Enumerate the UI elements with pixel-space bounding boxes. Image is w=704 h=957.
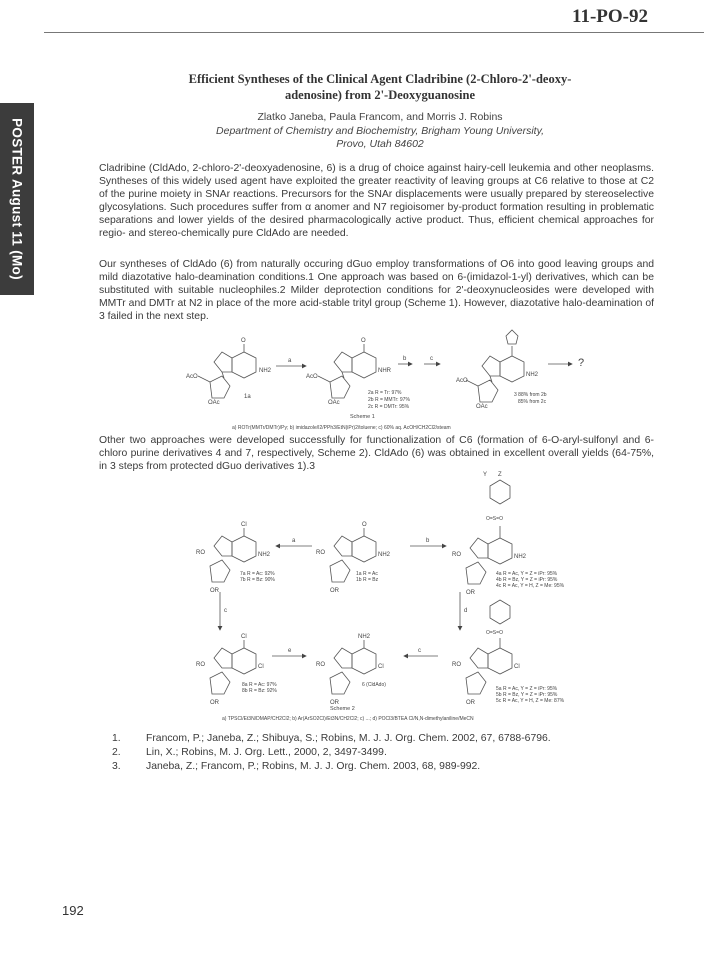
s2-ro-5: RO [452, 662, 461, 668]
scheme2-compound-4 [466, 480, 512, 584]
scheme1-unknown: ? [578, 357, 585, 369]
reference-text: Lin, X.; Robins, M. J. Org. Lett., 2000, 2, 3497-3499. [146, 747, 387, 758]
s2-yield-7b: 7b R = Bz: 90% [240, 577, 275, 583]
scheme1-yield-2b: 2b R = MMTr: 97% [368, 397, 410, 403]
s2-yield-4b: 4b R = Bz, Y = Z = iPr: 95% [496, 577, 558, 583]
s2-ro-6: RO [316, 662, 325, 668]
title-line-1: Efficient Syntheses of the Clinical Agent Cladribine (2-Chloro-2'-deoxy- [188, 72, 572, 86]
reference-number: 1. [112, 733, 121, 744]
reference-text: Janeba, Z.; Francom, P.; Robins, M. J. J. Org. Chem. 2003, 68, 989-992. [146, 761, 481, 772]
authors: Zlatko Janeba, Paula Francom, and Morris J. Robins [257, 111, 503, 123]
s2-or-4: OR [466, 590, 475, 596]
s2-so2-5: O=S=O [486, 630, 503, 636]
scheme1-yield-2a: 2a R = Tr: 97% [368, 390, 402, 396]
s2-cl-8b: Cl [258, 664, 264, 670]
title-line-2: adenosine) from 2'-Deoxyguanosine [284, 88, 476, 102]
s2-or-6: OR [330, 700, 339, 706]
s2-z-4: Z [498, 472, 502, 478]
reference-number: 2. [112, 747, 121, 758]
s2-arrow-e-label: e [288, 648, 292, 654]
paragraph-intro: Cladribine (CldAdo, 2-chloro-2'-deoxyadenosine, 6) is a drug of choice against hairy-cell leukemia and other neoplasms. Syntheses of this widely used agent have exploited the greater reactivity of leaving groups at C6 relative to those at C2 of the purine moiety in SNAr reactions. Precursors for the SNAr displacements were usually prepared by stereoselective glycosylations. Such procedures suffer from α anomer and N7 regioisomer by-product formation resulting in problematic separations and lower yields of the desired pharmacologically active product. Thus, efficient chemical approaches for regio- and stereo-chemically pure CldAdo are needed. [99, 163, 654, 239]
scheme1-nh2-1: NH2 [259, 368, 272, 374]
scheme1-oac-3: OAc [476, 404, 488, 410]
s2-or-1: OR [330, 588, 339, 594]
scheme-2 [210, 480, 512, 694]
s2-arrow-b-label: b [426, 538, 430, 544]
scheme1-aco-2: AcO [306, 374, 318, 380]
s2-o-1: O [362, 522, 367, 528]
reference-text: Francom, P.; Janeba, Z.; Shibuya, S.; Robins, M. J. J. Org. Chem. 2002, 67, 6788-6796. [146, 733, 551, 744]
s2-cl-5: Cl [514, 664, 520, 670]
scheme1-o-1: O [241, 338, 246, 344]
s2-cmpd-6: 6 (CldAdo) [362, 682, 386, 688]
s2-ro-8: RO [196, 662, 205, 668]
scheme1-footnote: a) ROTr(MMTr/DMTr)/Py; b) imidazole/I2/PPh3/EtN(iPr)2/toluene; c) 60% aq. AcOH/CH2Cl2/steam [232, 425, 451, 431]
scheme2-compound-5 [466, 600, 512, 694]
scheme1-yield-3a: 3 88% from 2b [514, 392, 547, 398]
s2-cl-6: Cl [378, 664, 384, 670]
s2-or-8: OR [210, 700, 219, 706]
scheme1-aco-1: AcO [186, 374, 198, 380]
s2-cmpd-1a: 1a R = Ac [356, 571, 378, 577]
s2-ro-1: RO [316, 550, 325, 556]
s2-or-5: OR [466, 700, 475, 706]
scheme1-arrow-a-label: a [288, 358, 292, 364]
affiliation-line-2: Provo, Utah 84602 [336, 138, 424, 150]
scheme1-aco-3: AcO [456, 378, 468, 384]
s2-yield-5c: 5c R = Ac, Y = H, Z = Me: 87% [496, 698, 565, 704]
s2-yield-4a: 4a R = Ac, Y = Z = iPr: 95% [496, 571, 558, 577]
paragraph-results: Other two approaches were developed successfully for functionalization of C6 (formation of 6-O-aryl-sulfonyl and 6-chloro purine derivatives 4 and 7, respectively, Scheme 2). CldAdo (6) was obtained in excellent overall yields (64-75%, in 3 steps from protected dGuo derivatives 1).3 [99, 435, 654, 472]
scheme2-footnote: a) TPSCl/Et3N/DMAP/CH2Cl2; b) Ar(ArSO2Cl)/Et3N/CH2Cl2; c) ...; d) POCl3/BTEA Cl/N,N-dimethylaniline/MeCN [222, 716, 474, 722]
scheme1-yield-2c: 2c R = DMTr: 95% [368, 404, 410, 410]
s2-nh2-6: NH2 [358, 634, 371, 640]
s2-nh2-7: NH2 [258, 552, 271, 558]
s2-arrow-c-label: c [224, 608, 227, 614]
paragraph-approach: Our syntheses of CldAdo (6) from naturally occuring dGuo employ transformations of O6 into good leaving groups and mild diazotative halo-deamination conditions.1 One approach was based on 6-(imidazol-1-yl) derivatives, which can be substituted with suitable nucleophiles.2 Milder deprotection conditions for 2'-deoxynucleosides were developed with MMTr and DMTr at N2 in place of the more acid-stable trityl group (Scheme 1). However, diazotative halo-deamination of 3 failed in the next step. [99, 259, 654, 322]
s2-yield-5b: 5b R = Bz, Y = Z = iPr: 95% [496, 692, 558, 698]
s2-arrow-f-label: c [418, 648, 421, 654]
s2-arrow-d-label: d [464, 608, 468, 614]
s2-cl-8a: Cl [241, 634, 247, 640]
s2-yield-7a: 7a R = Ac: 92% [240, 571, 275, 577]
scheme2-labels [196, 472, 565, 722]
scheme1-nhr-2: NHR [378, 368, 391, 374]
affiliation-line-1: Department of Chemistry and Biochemistry, Brigham Young University, [216, 125, 544, 137]
scheme1-nh2-3: NH2 [526, 372, 539, 378]
s2-yield-8a: 8a R = Ac: 97% [242, 682, 277, 688]
abstract-code: 11-PO-92 [572, 6, 648, 27]
s2-cl-7: Cl [241, 522, 247, 528]
scheme1-arrow-c-label: c [430, 356, 433, 362]
s2-so2-4: O=S=O [486, 516, 503, 522]
scheme1-arrow-b-label: b [403, 356, 407, 362]
scheme1-labels [186, 338, 584, 431]
scheme1-compound-1a [198, 344, 256, 398]
s2-arrow-a-label: a [292, 538, 296, 544]
s2-yield-8b: 8b R = Bz: 92% [242, 688, 277, 694]
scheme1-oac-2: OAc [328, 400, 340, 406]
s2-yield-4c: 4c R = Ac, Y = H, Z = Me: 95% [496, 583, 565, 589]
scheme2-caption: Scheme 2 [330, 706, 355, 712]
scheme1-cmpd-1a: 1a [244, 394, 251, 400]
scheme1-oac-1: OAc [208, 400, 220, 406]
side-tab-label: POSTER August 11 (Mo) [9, 118, 25, 280]
references [112, 732, 652, 774]
scheme1-caption: Scheme 1 [350, 414, 375, 420]
scheme1-yield-3b: 85% from 2c [518, 399, 547, 405]
reference-number: 3. [112, 761, 121, 772]
s2-ro-4: RO [452, 552, 461, 558]
s2-nh2-4: NH2 [514, 554, 527, 560]
s2-or-7: OR [210, 588, 219, 594]
s2-yield-5a: 5a R = Ac, Y = Z = iPr: 95% [496, 686, 558, 692]
s2-cmpd-1b: 1b R = Bz [356, 577, 379, 583]
s2-nh2-1: NH2 [378, 552, 391, 558]
page-number: 192 [62, 903, 84, 918]
s2-y-4: Y [483, 472, 488, 478]
scheme1-o-2: O [361, 338, 366, 344]
reference-item [112, 760, 652, 774]
s2-ro-7: RO [196, 550, 205, 556]
reference-item [112, 746, 652, 760]
reference-item [112, 732, 652, 746]
